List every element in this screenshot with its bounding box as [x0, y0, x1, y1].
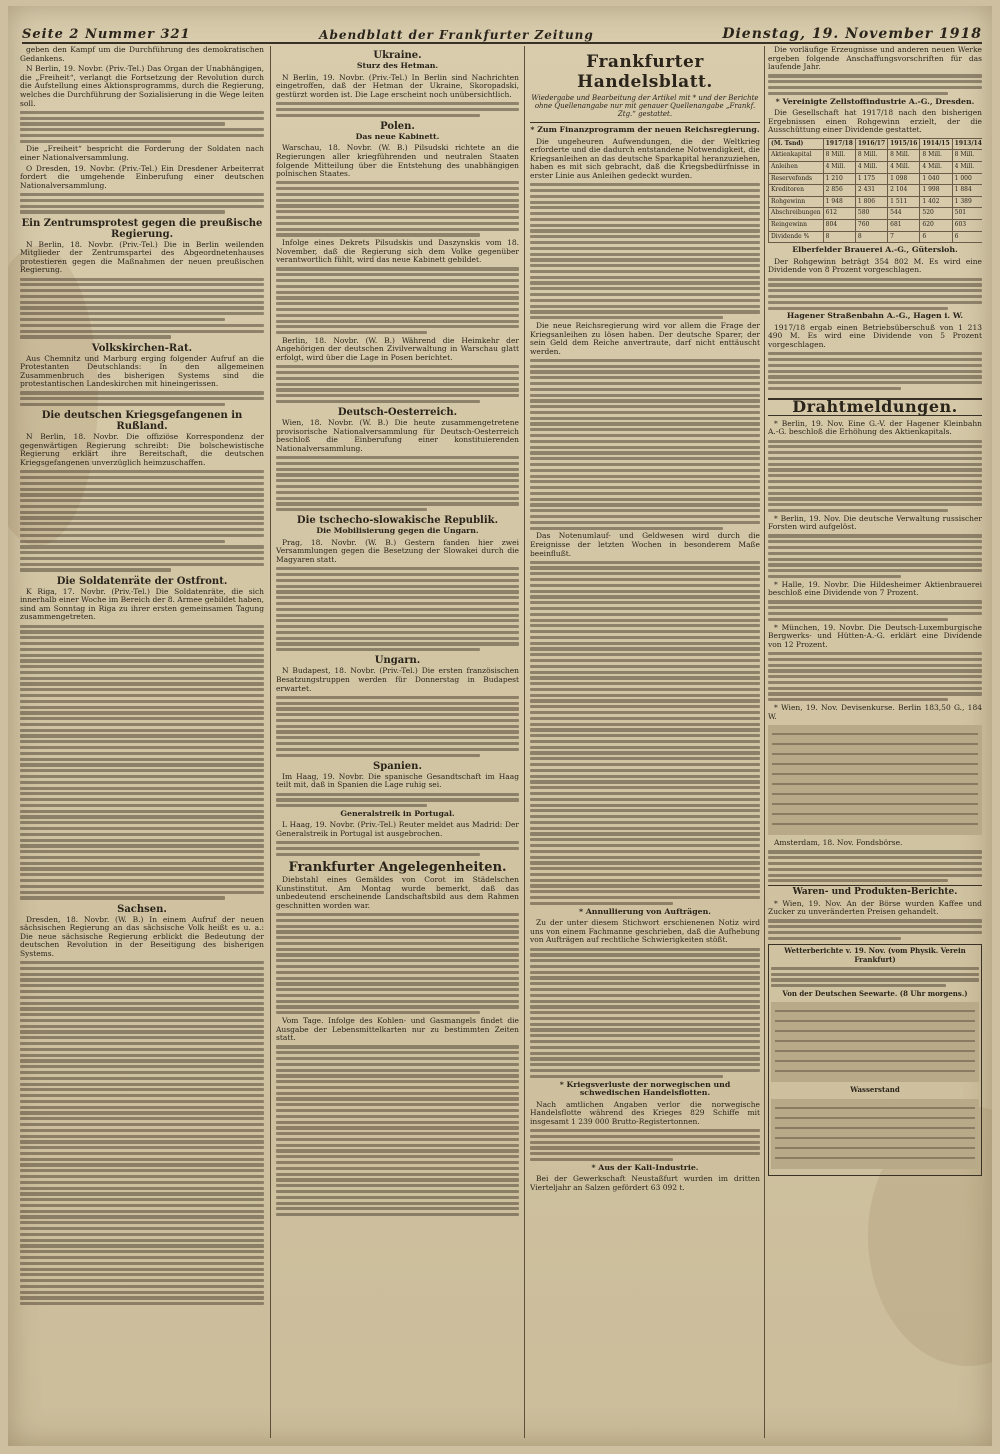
- text-lines: [530, 183, 760, 319]
- text-lines: [276, 841, 519, 856]
- article-paragraph: Diebstahl eines Gemäldes von Corot im Städelschen Kunstinstitut. Am Montag wurde bemerkt, daß das unbedeutend erscheinende Landschaftsbild aus dem Rahmen geschnitten worden war.: [276, 875, 519, 910]
- text-lines: [768, 652, 982, 701]
- text-lines: [768, 278, 982, 310]
- table-header-row: [769, 138, 983, 150]
- table-cell: 4 Mill.: [823, 162, 855, 174]
- table-cell: 6: [920, 231, 952, 243]
- table-cell: 7: [888, 231, 920, 243]
- article-paragraph: Nach amtlichen Angaben verlor die norwegische Handelsflotte während des Krieges 829 Schiffe mit insgesamt 1 239 000 Brutto-Registertonnen.: [530, 1099, 760, 1126]
- article-paragraph: Die Gesellschaft hat 1917/18 nach den bisherigen Ergebnissen einen Rohgewinn erzielt, der die Ausschüttung einer Dividende gestattet.: [768, 108, 982, 135]
- section-heading: Frankfurter Angelegenheiten.: [288, 860, 507, 875]
- table-cell: 8 Mill.: [823, 150, 855, 162]
- article-paragraph: Die „Freiheit“ bespricht die Forderung der Soldaten nach einer Nationalversammlung.: [20, 144, 264, 163]
- masthead-title: Abendblatt der Frankfurter Zeitung: [319, 28, 594, 42]
- article-paragraph: Die neue Reichsregierung wird vor allem die Frage der Kriegsanleihen zu lösen haben. Der deutsche Sparer, der sein Geld dem Reiche anvertraute, darf nicht enttäuscht werden.: [530, 320, 760, 356]
- article-paragraph: Warschau, 18. Novbr. (W. B.) Pilsudski richtete an die Regierungen aller kriegführenden und neutralen Staaten folgende Mitteilung über die Entstehung des unabhängigen polnischen Staates.: [276, 143, 519, 179]
- article-paragraph: N Budapest, 18. Novbr. (Priv.-Tel.) Die ersten französischen Besatzungstruppen werden für Donnerstag in Budapest erwartet.: [276, 666, 519, 693]
- section-heading: Elberfelder Brauerei A.-G., Gütersloh.: [792, 245, 958, 255]
- article-paragraph: * Wien, 19. Nov. An der Börse wurden Kaffee und Zucker zu unveränderten Preisen gehandelt.: [768, 898, 982, 917]
- issue-date: Dienstag, 19. November 1918: [722, 26, 982, 42]
- table-cell: 1 040: [920, 173, 952, 185]
- text-lines: [276, 793, 519, 808]
- table-cell: 4 Mill.: [952, 162, 982, 174]
- article-paragraph: Bei der Gewerkschaft Neustaßfurt wurden im dritten Vierteljahr an Salzen gefördert 63 092 t.: [530, 1174, 760, 1192]
- table-row: [769, 150, 983, 162]
- table-cell: Aktienkapital: [769, 150, 824, 162]
- article-paragraph: Dresden, 18. Novbr. (W. B.) In einem Aufruf der neuen sächsischen Regierung an das sächsische Volk heißt es u. a.: Die neue sächsische Regierung erblickt die Bedeutung der deutschen Revolution in der Beseitigung des bisherigen Systems.: [20, 914, 264, 958]
- table-cell: 4 Mill.: [855, 162, 887, 174]
- table-cell: 8 Mill.: [952, 150, 982, 162]
- text-lines: [20, 625, 264, 900]
- article-paragraph: Die vorläufige Erzeugnisse und anderen neuen Werke ergeben folgende Anschaffungsvorschriften für das laufende Jahr.: [768, 46, 982, 72]
- table-cell: Rohgewinn: [769, 196, 824, 208]
- table-row: [769, 220, 983, 232]
- table-cell: 2 431: [855, 185, 887, 197]
- text-lines: [276, 365, 519, 403]
- table-row: [769, 196, 983, 208]
- table-cell: 8 Mill.: [888, 150, 920, 162]
- text-lines: [276, 696, 519, 757]
- table-row: [769, 231, 983, 243]
- table-cell: 804: [823, 220, 855, 232]
- text-lines: [20, 111, 264, 143]
- section-heading: Sachsen.: [117, 903, 167, 915]
- article-paragraph: K Riga, 17. Novbr. (Priv.-Tel.) Die Soldatenräte, die sich innerhalb einer Woche im Bereich der 8. Armee gebildet haben, sind am Sonntag in Riga zu ihrer ersten gemeinsamen Tagung zusammengetreten.: [20, 586, 264, 622]
- article-paragraph: Das Notenumlauf- und Geldwesen wird durch die Ereignisse der letzten Wochen in besonderem Maße beeinflußt.: [530, 531, 760, 558]
- section-heading: * Kriegsverluste der norwegischen und schwedischen Handelsflotten.: [559, 1079, 731, 1098]
- text-lines: [276, 456, 519, 511]
- weather-title: Wetterberichte v. 19. Nov. (vom Physik. Verein Frankfurt): [784, 945, 966, 964]
- section-subheading: Sturz des Hetman.: [356, 61, 439, 70]
- text-lines: [20, 961, 264, 1305]
- table-cell: 1 948: [823, 196, 855, 208]
- balance-table: [768, 138, 982, 243]
- text-lines: [20, 278, 264, 339]
- article-paragraph: geben den Kampf um die Durchführung des demokratischen Gedankens.: [20, 46, 264, 63]
- table-cell: 620: [920, 220, 952, 232]
- section-heading: Ein Zentrumsprotest gegen die preußische Regierung.: [21, 217, 263, 240]
- table-cell: 603: [952, 220, 982, 232]
- table-cell: 1 998: [920, 185, 952, 197]
- text-lines: [768, 850, 982, 882]
- table-cell: 8 Mill.: [855, 150, 887, 162]
- table-cell: 520: [920, 208, 952, 220]
- text-lines: [20, 193, 264, 214]
- text-lines: [20, 391, 264, 406]
- table-cell: 4 Mill.: [888, 162, 920, 174]
- table-row: [769, 185, 983, 197]
- section-heading: Die Soldatenräte der Ostfront.: [56, 575, 228, 587]
- text-lines: [530, 1129, 760, 1161]
- table-cell: 8 Mill.: [920, 150, 952, 162]
- page-number: Seite 2 Nummer 321: [22, 27, 191, 42]
- article-paragraph: Zu der unter diesem Stichwort erschienenen Notiz wird uns von einem Fachmanne geschrieben, daß die Aufhebung von Aufträgen auf rechtliche Schwierigkeiten stößt.: [530, 918, 760, 945]
- article-paragraph: Prag, 18. Novbr. (W. B.) Gestern fanden hier zwei Versammlungen gegen die Besetzung der Slowakei durch die Magyaren statt.: [276, 537, 519, 565]
- table-cell: 760: [855, 220, 887, 232]
- article-paragraph: Infolge eines Dekrets Pilsudskis und Daszynskis vom 18. November, daß die Regierung sich dem Volke gegenüber verantwortlich fühlt, wird das neue Kabinett gebildet.: [276, 238, 519, 265]
- article-paragraph: N Berlin, 19. Novbr. (Priv.-Tel.) Das Organ der Unabhängigen, die „Freiheit“, verlangt die Fortsetzung der Revolution durch die Aufstellung eines Aktionsprogramms, durch die Regierung, welches die Durchführung der Sozialisierung in die Wege leiten soll.: [20, 64, 264, 108]
- table-cell: 8: [855, 231, 887, 243]
- table-cell: 1 884: [952, 185, 982, 197]
- table-cell: Dividende %: [769, 231, 824, 243]
- text-lines: [768, 600, 982, 621]
- text-lines: [768, 74, 982, 95]
- table-cell: 6: [952, 231, 982, 243]
- article-paragraph: 1917/18 ergab einen Betriebsüberschuß von 1 213 490 M. Es wird eine Dividende von 5 Prozent vorgeschlagen.: [768, 322, 982, 350]
- text-lines: [768, 440, 982, 513]
- text-lines: [768, 352, 982, 390]
- text-lines: [530, 561, 760, 905]
- article-paragraph: Vom Tage. Infolge des Kohlen- und Gasmangels findet die Ausgabe der Lebensmittelkarten nur zu bestimmten Zeiten statt.: [276, 1016, 519, 1043]
- page-header: [22, 20, 982, 44]
- text-lines: [20, 470, 264, 571]
- text-lines: [530, 948, 760, 1078]
- article-paragraph: * München, 19. Novbr. Die Deutsch-Luxemburgische Bergwerks- und Hütten-A.-G. erklärt eine Dividende von 12 Prozent.: [768, 622, 982, 649]
- table-row: [769, 173, 983, 185]
- table-cell: 501: [952, 208, 982, 220]
- article-paragraph: * Wien, 19. Nov. Devisenkurse. Berlin 183,50 G., 184 W.: [768, 703, 982, 721]
- text-lines: [276, 181, 519, 236]
- handelsblatt-title: Frankfurter Handelsblatt.: [577, 52, 713, 92]
- table-cell: 1 000: [952, 173, 982, 185]
- section-heading: Hagener Straßenbahn A.-G., Hagen i. W.: [786, 311, 964, 321]
- table-cell: 2 104: [888, 185, 920, 197]
- section-heading: Volkskirchen-Rat.: [91, 342, 193, 354]
- text-lines: [771, 967, 979, 988]
- table-row: [769, 208, 983, 220]
- weather-table: [771, 1002, 979, 1082]
- price-table-block: [768, 725, 982, 835]
- table-cell: 580: [855, 208, 887, 220]
- article-paragraph: L Haag, 19. Novbr. (Priv.-Tel.) Reuter meldet aus Madrid: Der Generalstreik in Portugal ist ausgebrochen.: [276, 820, 519, 839]
- text-lines: [530, 359, 760, 530]
- section-heading: Die deutschen Kriegsgefangenen in Rußland.: [41, 410, 243, 433]
- table-cell: 1 402: [920, 196, 952, 208]
- weather-report: [768, 944, 982, 1176]
- article-paragraph: O Dresden, 19. Novbr. (Priv.-Tel.) Ein Dresdener Arbeiterrat fordert die umgehende Einberufung einer deutschen Nationalversammlung.: [20, 163, 264, 190]
- section-subheading: Das neue Kabinett.: [355, 131, 440, 141]
- text-lines: [768, 919, 982, 940]
- table-cell: 1 389: [952, 196, 982, 208]
- text-lines: [276, 913, 519, 1014]
- article-paragraph: N Berlin, 19. Novbr. (Priv.-Tel.) In Berlin sind Nachrichten eingetroffen, daß der Hetman der Ukraine, Skoropadski, gestürzt worden ist. Die Lage erscheint noch unübersichtlich.: [276, 72, 519, 99]
- article-paragraph: N Berlin, 18. Novbr. Die offiziöse Korrespondenz der gegenwärtigen Regierung schreibt: Die bolschewistische Regierung erklärt ihre Bereitschaft, die deutschen Kriegsgefangenen unverzüglich heimzuschaffen.: [20, 432, 264, 467]
- article-paragraph: Der Rohgewinn beträgt 354 802 M. Es wird eine Dividende von 8 Prozent vorgeschlagen.: [768, 256, 982, 275]
- column-1: [20, 46, 264, 1438]
- text-lines: [276, 267, 519, 334]
- table-cell: Anleihen: [769, 162, 824, 174]
- table-cell: 2 856: [823, 185, 855, 197]
- section-heading: Ungarn.: [374, 655, 421, 667]
- article-paragraph: Aus Chemnitz und Marburg erging folgender Aufruf an die Protestanten Deutschlands: In den allgemeinen Zusammenbruch des bisherigen Systems sind die protestantischen Landeskirchen mit hineingerissen.: [20, 353, 264, 389]
- table-cell: 1 175: [855, 173, 887, 185]
- section-heading: Ukraine.: [373, 50, 422, 61]
- text-lines: [276, 1045, 519, 1216]
- section-subheading: Die Mobilisierung gegen die Ungarn.: [316, 526, 479, 536]
- text-lines: [276, 102, 519, 117]
- column-4: [768, 46, 982, 1438]
- section-heading: Polen.: [380, 120, 415, 132]
- article-paragraph: N Berlin, 18. Novbr. (Priv.-Tel.) Die in Berlin weilenden Mitglieder der Zentrumspartei des Abgeordnetenhauses protestieren gegen die Maßnahmen der neuen preußischen Regierung.: [20, 239, 264, 275]
- newspaper-page: [8, 6, 992, 1446]
- section-heading: * Aus der Kali-Industrie.: [591, 1162, 699, 1172]
- section-heading: * Zum Finanzprogramm der neuen Reichsregierung.: [530, 125, 760, 134]
- section-heading: * Vereinigte Zellstoffindustrie A.-G., Dresden.: [775, 96, 975, 106]
- table-cell: 544: [888, 208, 920, 220]
- column-2: [276, 46, 519, 1438]
- table-cell: Abschreibungen: [769, 208, 824, 220]
- handelsblatt-subtitle: Wiedergabe und Bearbeitung der Artikel mit * und der Berichte ohne Quellenangabe nur mit genauer Quellenangabe „Frankf. Ztg.“ gestattet.: [531, 94, 759, 118]
- table-cell: Reservefonds: [769, 173, 824, 185]
- drahtmeldungen-title: Drahtmeldungen.: [768, 398, 982, 416]
- table-cell: 1 511: [888, 196, 920, 208]
- water-level-title: Wasserstand: [850, 1085, 900, 1095]
- article-paragraph: * Halle, 19. Novbr. Die Hildesheimer Aktienbrauerei beschloß eine Dividende von 7 Prozent.: [768, 579, 982, 598]
- section-heading: Die tschecho-slowakische Republik.: [296, 515, 499, 527]
- section-heading: * Annullierung von Aufträgen.: [578, 906, 712, 916]
- article-paragraph: Die ungeheuren Aufwendungen, die der Weltkrieg erforderte und die dadurch entstandene Notwendigkeit, die Kriegsanleihen an das deutsche Sparkapital heranzuziehen, haben es mit sich gebracht, daß die Kriegsbedürfnisse in erster Linie aus Anleihen gedeckt wurden.: [530, 136, 760, 180]
- weather-subtitle: Von der Deutschen Seewarte. (8 Uhr morgens.): [782, 988, 968, 998]
- table-header-cell: 1916/17: [855, 138, 887, 150]
- table-header-cell: 1915/16: [888, 138, 920, 150]
- table-header-cell: (M. Tsnd): [769, 138, 824, 150]
- table-cell: 612: [823, 208, 855, 220]
- article-paragraph: Amsterdam, 18. Nov. Fondsbörse.: [774, 838, 903, 848]
- section-heading: Waren- und Produkten-Berichte.: [768, 885, 982, 897]
- water-level-table: [771, 1099, 979, 1169]
- article-paragraph: * Berlin, 19. Nov. Die deutsche Verwaltung russischer Forsten wird aufgelöst.: [768, 513, 982, 532]
- table-cell: 1 098: [888, 173, 920, 185]
- table-cell: 1 210: [823, 173, 855, 185]
- section-subheading: Generalstreik in Portugal.: [340, 808, 455, 818]
- article-paragraph: Berlin, 18. Novbr. (W. B.) Während die Heimkehr der Angehörigen der deutschen Zivilverwaltung in Warschau glatt erfolgt, wird über die Lage in Posen berichtet.: [276, 335, 519, 363]
- table-row: [769, 162, 983, 174]
- table-cell: 4 Mill.: [920, 162, 952, 174]
- table-cell: 1 806: [855, 196, 887, 208]
- table-cell: 8: [823, 231, 855, 243]
- text-lines: [768, 534, 982, 578]
- table-cell: Reingewinn: [769, 220, 824, 232]
- table-cell: Kreditoren: [769, 185, 824, 197]
- section-heading: Deutsch-Oesterreich.: [337, 407, 458, 419]
- text-lines: [276, 567, 519, 651]
- table-cell: 681: [888, 220, 920, 232]
- article-paragraph: Wien, 18. Novbr. (W. B.) Die heute zusammengetretene provisorische Nationalversammlung für Deutsch-Oesterreich beschloß die Einberufung einer konstituierenden Nationalversammlung.: [276, 418, 519, 453]
- table-header-cell: 1913/14: [952, 138, 982, 150]
- column-3: [530, 46, 760, 1438]
- table-header-cell: 1914/15: [920, 138, 952, 150]
- table-header-cell: 1917/18: [823, 138, 855, 150]
- section-heading: Spanien.: [373, 760, 422, 772]
- article-paragraph: Im Haag, 19. Novbr. Die spanische Gesandtschaft im Haag teilt mit, daß in Spanien die Lage ruhig sei.: [276, 771, 519, 790]
- article-paragraph: * Berlin, 19. Nov. Eine G.-V. der Hagener Kleinbahn A.-G. beschloß die Erhöhung des Aktienkapitals.: [768, 418, 982, 437]
